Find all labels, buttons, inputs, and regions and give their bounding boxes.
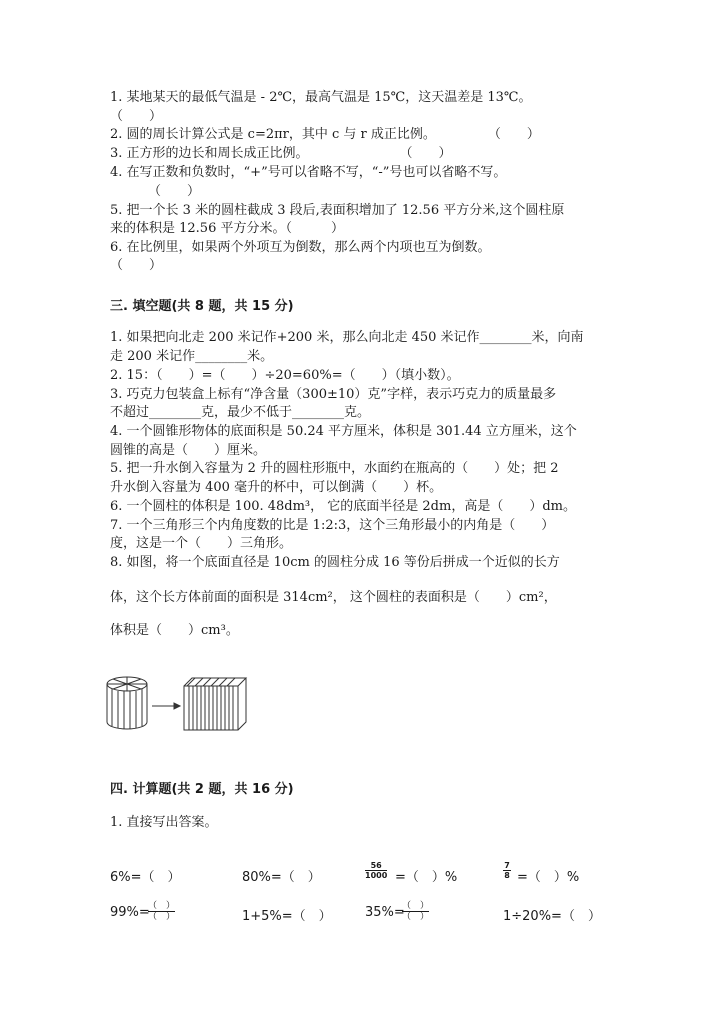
judge-q1-answer: （ ） — [110, 109, 163, 124]
fraction-numerator: （ ） — [402, 901, 430, 911]
fraction-numerator: 7 — [504, 861, 510, 870]
judge-q1-line1: 1. 某地某天的最低气温是 - 2℃，最高气温是 15℃，这天温差是 13℃。 — [110, 90, 532, 105]
fill-q8-line1: 8. 如图，将一个底面直径是 10cm 的圆柱分成 16 等份后拼成一个近似的长方 — [110, 555, 560, 570]
calc-r1-item3-fraction — [365, 861, 387, 880]
fraction-numerator: （ ） — [148, 901, 176, 911]
fill-q8-line3: 体积是（ ）cm³。 — [110, 623, 239, 638]
judge-q6-answer: （ ） — [110, 258, 163, 273]
fill-q3-line2: 不超过________克，最少不低于________克。 — [110, 405, 371, 420]
judge-q6-line1: 6. 在比例里，如果两个外项互为倒数，那么两个内项也互为倒数。 — [110, 240, 491, 255]
fill-q1-line1: 1. 如果把向北走 200 米记作+200 米，那么向北走 450 米记作________米，向南 — [110, 330, 584, 345]
section-heading-calculation: 四. 计算题(共 2 题，共 16 分) — [110, 782, 294, 797]
fill-q7-line2: 度，这是一个（ ）三角形。 — [110, 536, 293, 551]
calc-r2-item3-fraction — [402, 901, 429, 922]
calc-r1-item2: 80%=（ ） — [242, 870, 321, 885]
fill-q2: 2. 15：（ ）=（ ）÷20=60%=（ ）（填小数）。 — [110, 368, 460, 383]
fraction-denominator: （ ） — [402, 912, 430, 922]
calc-r2-item1-fraction — [148, 901, 175, 922]
judge-q5-line1: 5. 把一个长 3 米的圆柱截成 3 段后,表面积增加了 12.56 平方分米,这个圆柱原 — [110, 203, 565, 218]
fraction-denominator: （ ） — [148, 912, 176, 922]
fill-q1-line2: 走 200 米记作________米。 — [110, 349, 274, 364]
fill-q5-line1: 5. 把一升水倒入容量为 2 升的圆柱形瓶中，水面约在瓶高的（ ）处；把 2 — [110, 461, 559, 476]
section-heading-fill-blank: 三. 填空题(共 8 题，共 15 分) — [110, 299, 294, 314]
fill-q7-line1: 7. 一个三角形三个内角度数的比是 1:2:3，这个三角形最小的内角是（ ） — [110, 518, 555, 533]
calc-r1-item4-rest: =（ ）% — [517, 870, 580, 885]
cylinder-to-cuboid-figure — [100, 668, 260, 738]
fill-q5-line2: 升水倒入容量为 400 毫升的杯中，可以倒满（ ）杯。 — [110, 480, 443, 495]
calc-r2-item1-prefix: 99%= — [110, 905, 150, 920]
arrow-icon — [152, 703, 180, 709]
judge-q4-answer: （ ） — [148, 184, 201, 199]
fraction-denominator: 8 — [504, 871, 510, 880]
fraction-denominator: 1000 — [365, 871, 388, 880]
calc-r1-item1: 6%=（ ） — [110, 870, 181, 885]
calc-r1-item3-rest: =（ ）% — [395, 870, 458, 885]
judge-q4-line1: 4. 在写正数和负数时，“+”号可以省略不写，“-”号也可以省略不写。 — [110, 165, 507, 180]
calc-r2-item3-prefix: 35%= — [365, 905, 405, 920]
calc-r1-item4-fraction — [503, 861, 511, 880]
cuboid-shape — [184, 678, 246, 730]
fill-q4-line2: 圆锥的高是（ ）厘米。 — [110, 443, 267, 458]
calc-instruction: 1. 直接写出答案。 — [110, 815, 218, 830]
cylinder-shape — [107, 677, 147, 729]
fill-q8-line2: 体，这个长方体前面的面积是 314cm²， 这个圆柱的表面积是（ ）cm²， — [110, 590, 557, 605]
fraction-numerator: 56 — [370, 861, 382, 870]
calc-r2-item4: 1÷20%=（ ） — [503, 909, 601, 924]
fill-q3-line1: 3. 巧克力包装盒上标有“净含量（300±10）克”字样，表示巧克力的质量最多 — [110, 387, 557, 402]
fill-q6: 6. 一个圆柱的体积是 100. 48dm³， 它的底面半径是 2dm，高是（ ）dm。 — [110, 499, 576, 514]
fill-q4-line1: 4. 一个圆锥形物体的底面积是 50.24 平方厘米，体积是 301.44 立方厘米，这个 — [110, 424, 577, 439]
calc-r2-item2: 1+5%=（ ） — [242, 909, 332, 924]
judge-q3: 3. 正方形的边长和周长成正比例。 （ ） — [110, 146, 452, 161]
judge-q2: 2. 圆的周长计算公式是 c=2πr，其中 c 与 r 成正比例。 （ ） — [110, 127, 540, 142]
judge-q5-line2: 来的体积是 12.56 平方分米。（ ） — [110, 221, 344, 236]
